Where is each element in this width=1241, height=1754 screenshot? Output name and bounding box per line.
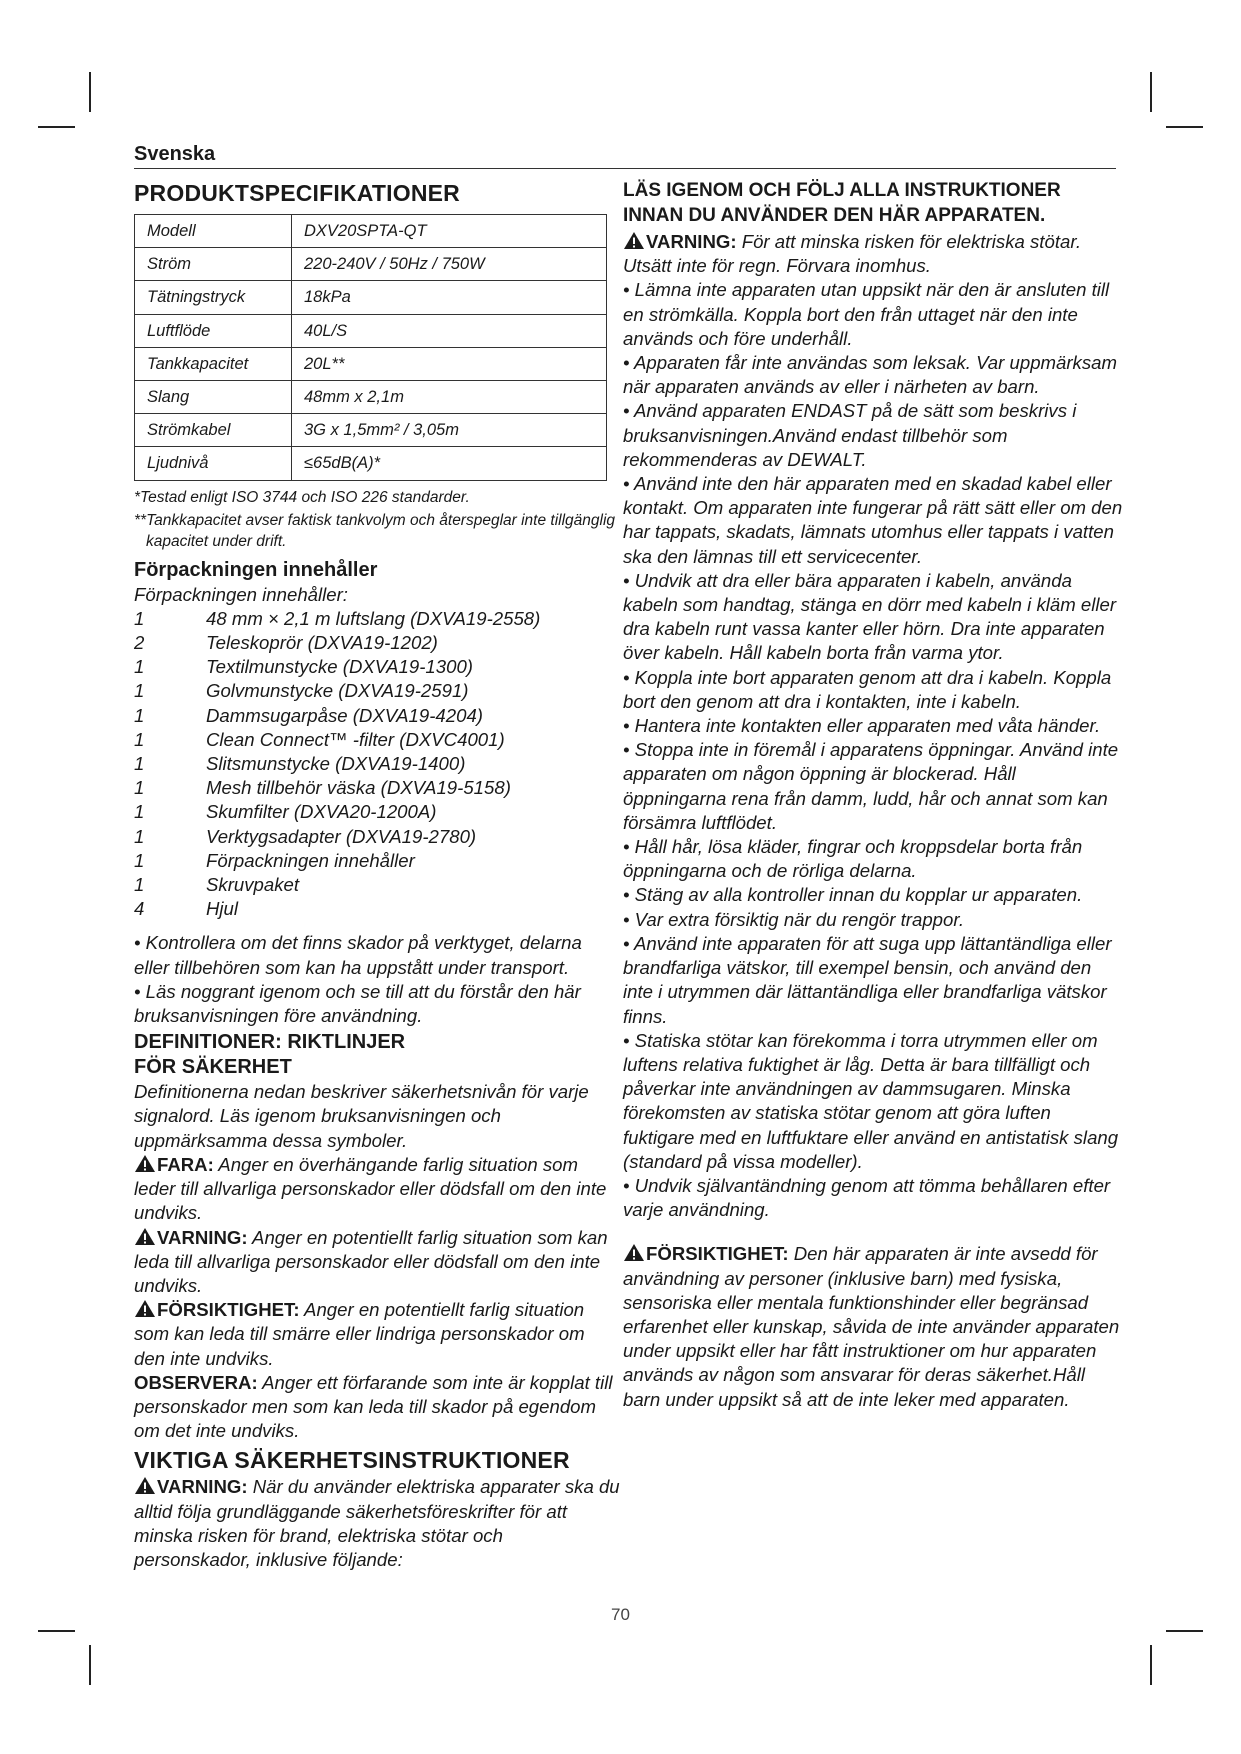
- list-item: 1 Slitsmunstycke (DXVA19-1400): [134, 753, 466, 775]
- definitions-intro: Definitionerna nedan beskriver säkerhetsnivån för varje signalord. Läs igenom bruksanvisningen och uppmärksamma dessa symboler.: [134, 1081, 589, 1151]
- list-item: 1 Textilmunstycke (DXVA19-1300): [134, 656, 473, 678]
- spec-value: 220-240V / 50Hz / 750W: [292, 248, 607, 281]
- spec-label: Modell: [135, 215, 292, 248]
- safety-bullet: • Använd apparaten ENDAST på de sätt som beskrivs i bruksanvisningen.Använd endast tillbehör som rekommenderas av DEWALT.: [623, 400, 1077, 470]
- table-row: [135, 447, 607, 480]
- safety-bullet: • Använd inte apparaten för att suga upp lättantändliga eller brandfarliga vätskor, till exempel bensin, och använd den inte i utrymmen där lättantändliga eller brandfarliga vätskor finns.: [623, 932, 1112, 1027]
- package-bullet-1: • Kontrollera om det finns skador på verktyget, delarna eller tillbehören som kan ha uppstått under transport.: [134, 932, 582, 978]
- crop-mark: [1150, 72, 1152, 112]
- crop-mark: [89, 1645, 91, 1685]
- list-item: 1 Golvmunstycke (DXVA19-2591): [134, 680, 469, 702]
- safety-bullet: • Använd inte den här apparaten med en skadad kabel eller kontakt. Om apparaten inte fungerar på rätt sätt eller om den har tappats, skadats, lämnats utomhus eller tappats i vatten ska den lämnas till ett servicecenter.: [623, 473, 1123, 567]
- table-row: [135, 215, 607, 248]
- spec-label: Slang: [135, 381, 292, 414]
- spec-label: Strömkabel: [135, 414, 292, 447]
- safety-title: VIKTIGA SÄKERHETSINSTRUKTIONER: [134, 1447, 570, 1474]
- table-row: [135, 381, 607, 414]
- spec-label: Luftflöde: [135, 314, 292, 347]
- spec-value: 3G x 1,5mm² / 3,05m: [292, 414, 607, 447]
- definition-forsiktighet: FÖRSIKTIGHET: Anger en potentiellt farlig situation som kan leda till smärre eller lindriga personskador om den inte undviks.: [134, 1299, 585, 1369]
- list-item: 1 Dammsugarpåse (DXVA19-4204): [134, 704, 483, 726]
- spec-title: PRODUKTSPECIFIKATIONER: [134, 180, 460, 206]
- spec-table: [134, 214, 607, 481]
- spec-label: Tankkapacitet: [135, 347, 292, 380]
- crop-mark: [1150, 1645, 1152, 1685]
- warning-triangle-icon: [134, 1227, 156, 1246]
- definition-observera: OBSERVERA: Anger ett förfarande som inte är kopplat till personskador men som kan leda till skador på egendom om det inte undviks.: [134, 1371, 613, 1442]
- spec-value: ≤65dB(A)*: [292, 447, 607, 480]
- crop-mark: [38, 1630, 75, 1632]
- package-intro: Förpackningen innehåller:: [134, 583, 348, 605]
- list-item: 1 Skumfilter (DXVA20-1200A): [134, 801, 437, 823]
- left-column: [134, 178, 620, 1572]
- table-row: [135, 347, 607, 380]
- warning-triangle-icon: [623, 231, 645, 250]
- table-row: [135, 248, 607, 281]
- table-row: [135, 314, 607, 347]
- spec-value: 48mm x 2,1m: [292, 381, 607, 414]
- safety-bullet: • Undvik självantändning genom att tömma behållaren efter varje användning.: [623, 1174, 1111, 1221]
- safety-bullet: • Stäng av alla kontroller innan du kopplar ur apparaten.: [623, 884, 1083, 906]
- safety-bullet: • Undvik att dra eller bära apparaten i kabeln, använda kabeln som handtag, stänga en dörr med kabeln i kläm eller dra kabeln runt vassa kanter eller hörn. Dra inte apparaten över kabeln. Håll kabeln borta från varma ytor.: [623, 569, 1117, 664]
- package-bullet-2: • Läs noggrant igenom och se till att du förstår den här bruksanvisningen före användning.: [134, 980, 581, 1027]
- spec-value: 20L**: [292, 347, 607, 380]
- definitions-title-line-2: FÖR SÄKERHET: [134, 1056, 292, 1079]
- page-number: 70: [611, 1605, 630, 1624]
- list-item: 2 Teleskoprör (DXVA19-1202): [134, 632, 438, 654]
- spec-label: Ljudnivå: [135, 447, 292, 480]
- spec-note-1: *Testad enligt ISO 3744 och ISO 226 standarder.: [134, 488, 470, 506]
- list-item: 1 Mesh tillbehör väska (DXVA19-5158): [134, 777, 511, 799]
- table-row: [135, 281, 607, 314]
- package-title: Förpackningen innehåller: [134, 558, 378, 581]
- definitions-title-line-1: DEFINITIONER: RIKTLINJER: [134, 1031, 406, 1054]
- crop-mark: [1166, 1630, 1203, 1632]
- definition-fara: FARA: Anger en överhängande farlig situation som leder till allvarliga personskador eller dödsfall om den inte undviks.: [134, 1153, 607, 1224]
- instructions-title: LÄS IGENOM OCH FÖLJ ALLA INSTRUKTIONER INNAN DU ANVÄNDER DEN HÄR APPARATEN.: [623, 180, 1061, 226]
- safety-bullet: • Håll hår, lösa kläder, fingrar och kroppsdelar borta från öppningarna och de rörliga delarna.: [623, 836, 1083, 882]
- spec-value: 18kPa: [292, 281, 607, 314]
- right-warning: VARNING: För att minska risken för elektriska stötar. Utsätt inte för regn. Förvara inomhus.: [623, 231, 1081, 277]
- header-rule: [134, 168, 1116, 169]
- definition-varning: VARNING: Anger en potentiellt farlig situation som kan leda till allvarliga personskador eller dödsfall om den inte undviks.: [134, 1226, 608, 1296]
- spec-note-2: **Tankkapacitet avser faktisk tankvolym och återspeglar inte tillgänglig kapacitet under drift.: [134, 511, 616, 550]
- safety-warning: VARNING: När du använder elektriska apparater ska du alltid följa grundläggande säkerhetsföreskrifter för att minska risken för brand, elektriska stötar och personskador, inklusive följande:: [134, 1476, 620, 1570]
- list-item: 1 Clean Connect™ -filter (DXVC4001): [134, 728, 505, 750]
- language-header: Svenska: [134, 143, 216, 165]
- warning-triangle-icon: [623, 1243, 645, 1262]
- safety-bullet: • Koppla inte bort apparaten genom att dra i kabeln. Koppla bort den genom att dra i kontakten, inte i kabeln.: [623, 666, 1112, 712]
- warning-triangle-icon: [134, 1476, 156, 1495]
- crop-mark: [38, 126, 75, 128]
- right-column: [623, 178, 1123, 1412]
- spec-label: Ström: [135, 248, 292, 281]
- safety-bullet: • Apparaten får inte användas som leksak. Var uppmärksam när apparaten används av eller i närheten av barn.: [623, 352, 1117, 398]
- list-item: 4 Hjul: [134, 898, 239, 920]
- safety-bullet: • Lämna inte apparaten utan uppsikt när den är ansluten till en strömkälla. Koppla bort den från uttaget när den inte används och före underhåll.: [623, 279, 1110, 349]
- safety-bullet: • Hantera inte kontakten eller apparaten med våta händer.: [623, 715, 1101, 737]
- warning-triangle-icon: [134, 1154, 156, 1173]
- warning-triangle-icon: [134, 1299, 156, 1318]
- list-item: 1 48 mm × 2,1 m luftslang (DXVA19-2558): [134, 607, 541, 629]
- right-caution: FÖRSIKTIGHET: Den här apparaten är inte avsedd för användning av personer (inklusive barn) med fysiska, sensoriska eller mentala funktionshinder eller begränsad erfarenhet eller kunskap, såvida de inte använder apparaten under uppsikt eller har fått instruktioner om hur apparaten används av någon som ansvarar för deras säkerhet.Håll barn under uppsikt så att de inte leker med apparaten.: [623, 1243, 1120, 1410]
- crop-mark: [1166, 126, 1203, 128]
- table-row: [135, 414, 607, 447]
- list-item: 1 Förpackningen innehåller: [134, 849, 415, 871]
- safety-bullet: • Statiska stötar kan förekomma i torra utrymmen eller om luftens relativa fuktighet är låg. Detta är bara tillfälligt och påverkar inte användningen av dammsugaren. Minska förekomsten av statiska stötar genom att göra luften fuktigare med en luftfuktare eller använd en antistatisk slang (standard på vissa modeller).: [623, 1029, 1119, 1172]
- spec-label: Tätningstryck: [135, 281, 292, 314]
- safety-bullet: • Var extra försiktig när du rengör trappor.: [623, 908, 965, 930]
- spec-value: DXV20SPTA-QT: [292, 215, 607, 248]
- spec-value: 40L/S: [292, 314, 607, 347]
- safety-bullet: • Stoppa inte in föremål i apparatens öppningar. Använd inte apparaten om någon öppning är blockerad. Håll öppningarna rena från damm, ludd, hår och annat som kan försämra luftflödet.: [623, 739, 1119, 833]
- list-item: 1 Skruvpaket: [134, 874, 300, 896]
- crop-mark: [89, 72, 91, 112]
- list-item: 1 Verktygsadapter (DXVA19-2780): [134, 825, 477, 847]
